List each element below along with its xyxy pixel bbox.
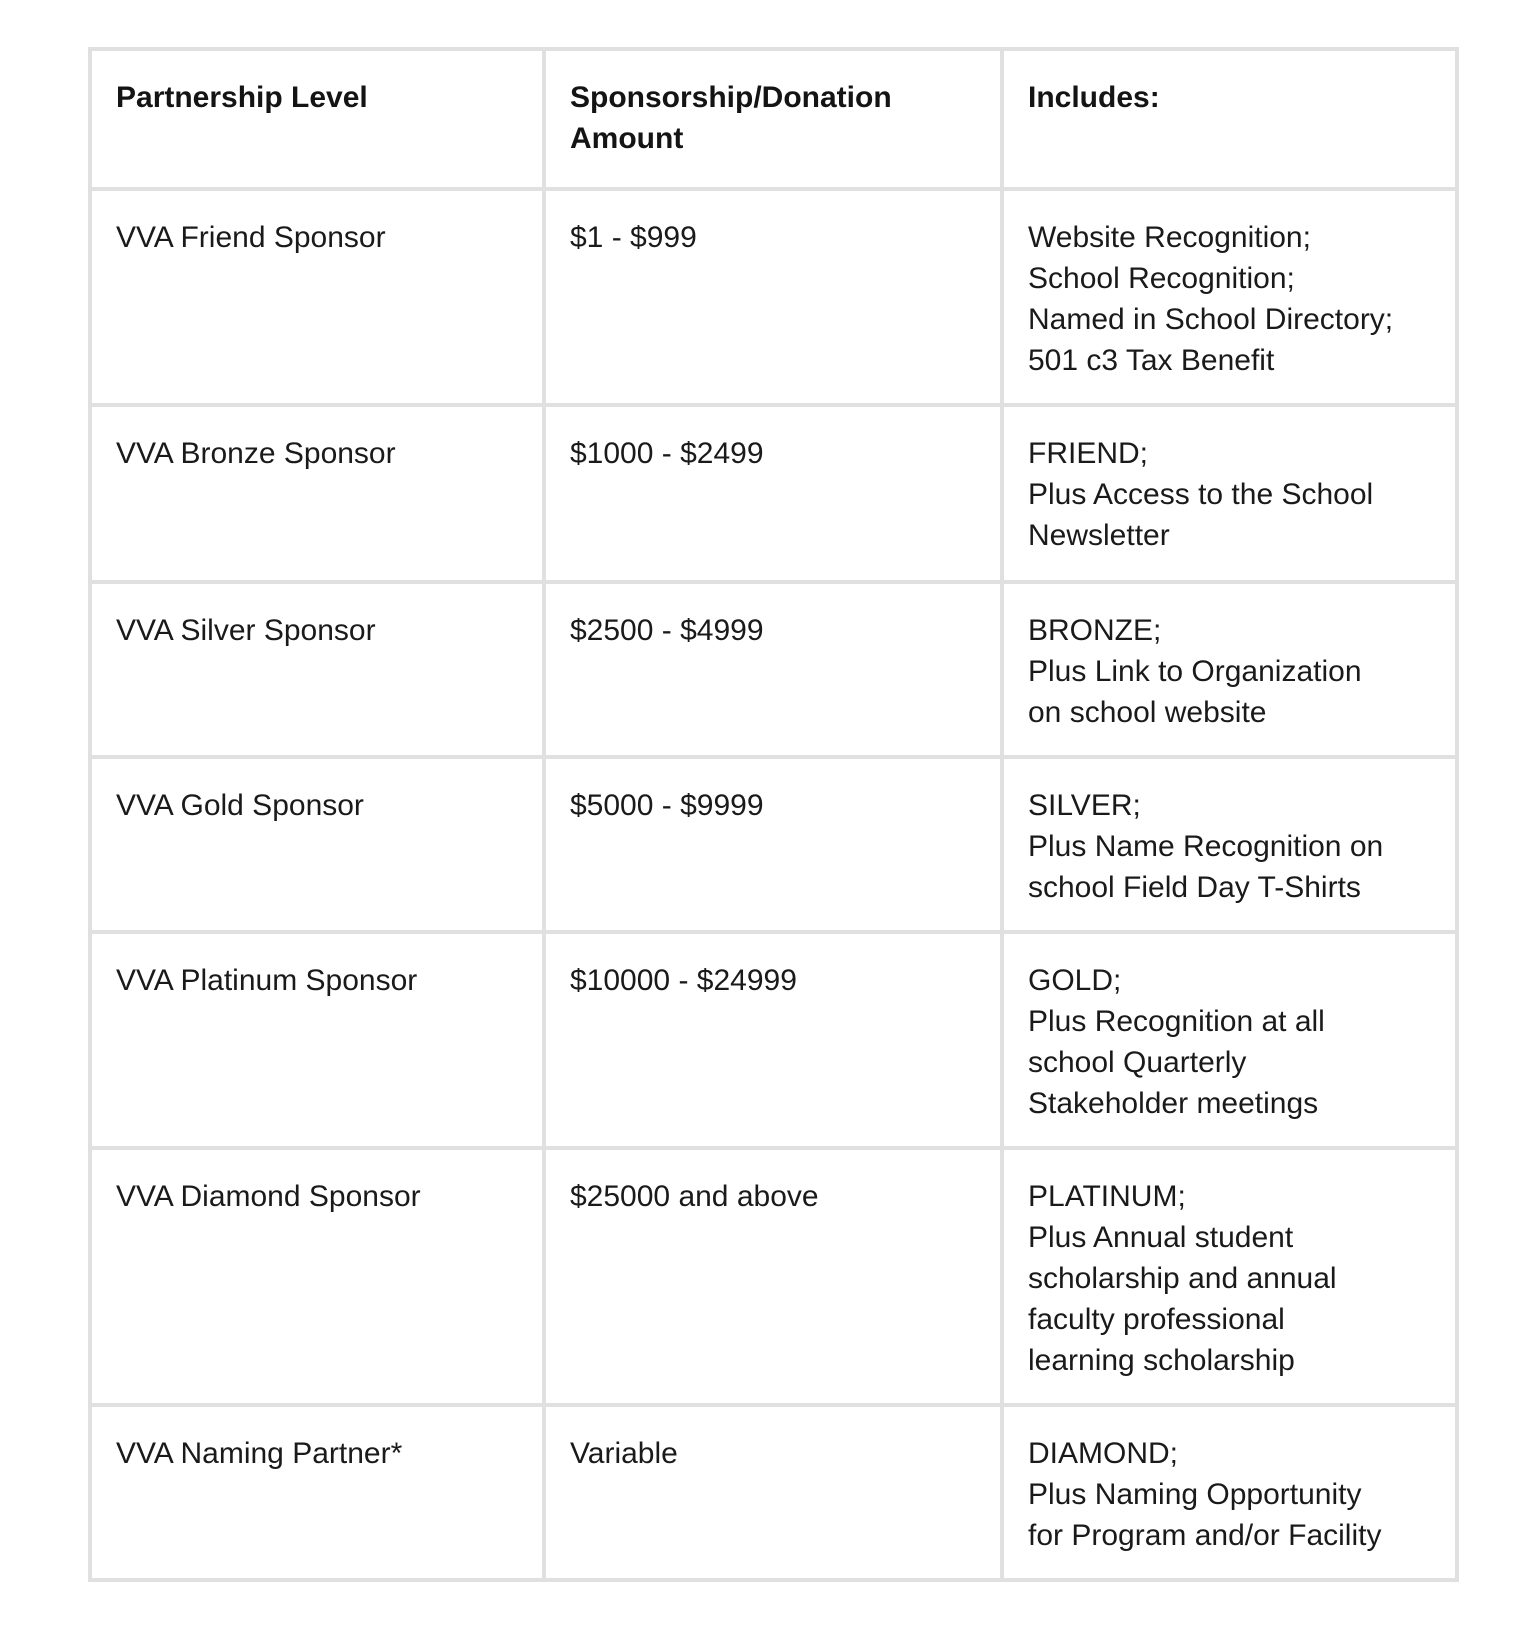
- cell-includes: [1002, 932, 1457, 1148]
- cell-donation-amount: $2500 - $4999: [544, 582, 1002, 757]
- table-row: [90, 1405, 1457, 1580]
- includes-line: DIAMOND;: [1028, 1437, 1178, 1470]
- cell-includes: [1002, 582, 1457, 757]
- header-includes: Includes:: [1002, 49, 1457, 189]
- includes-line: school Field Day T-Shirts: [1028, 871, 1361, 904]
- includes-line: Plus Recognition at all: [1028, 1005, 1325, 1038]
- cell-includes: [1002, 189, 1457, 405]
- includes-line: SILVER;: [1028, 789, 1141, 822]
- includes-line: BRONZE;: [1028, 614, 1162, 647]
- includes-line: 501 c3 Tax Benefit: [1028, 344, 1275, 377]
- cell-partnership-level: VVA Friend Sponsor: [90, 189, 544, 405]
- cell-partnership-level: VVA Platinum Sponsor: [90, 932, 544, 1148]
- includes-line: Plus Access to the School: [1028, 478, 1374, 511]
- includes-line: on school website: [1028, 696, 1267, 729]
- cell-partnership-level: VVA Silver Sponsor: [90, 582, 544, 757]
- cell-donation-amount: $10000 - $24999: [544, 932, 1002, 1148]
- cell-includes: [1002, 1148, 1457, 1405]
- table-body: [90, 189, 1457, 1580]
- includes-line: school Quarterly: [1028, 1046, 1247, 1079]
- partnership-table-container: [88, 47, 1459, 1582]
- includes-line: learning scholarship: [1028, 1344, 1295, 1377]
- header-row: [90, 49, 1457, 189]
- table-row: [90, 189, 1457, 405]
- cell-partnership-level: VVA Diamond Sponsor: [90, 1148, 544, 1405]
- includes-line: Website Recognition;: [1028, 221, 1311, 254]
- table-row: [90, 582, 1457, 757]
- includes-line: School Recognition;: [1028, 262, 1295, 295]
- cell-partnership-level: VVA Naming Partner*: [90, 1405, 544, 1580]
- cell-partnership-level: VVA Gold Sponsor: [90, 757, 544, 932]
- table-row: [90, 405, 1457, 582]
- cell-includes: [1002, 757, 1457, 932]
- cell-donation-amount: $25000 and above: [544, 1148, 1002, 1405]
- cell-donation-amount: $5000 - $9999: [544, 757, 1002, 932]
- cell-donation-amount: Variable: [544, 1405, 1002, 1580]
- table-row: [90, 757, 1457, 932]
- partnership-levels-table: [88, 47, 1459, 1582]
- includes-line: Plus Annual student: [1028, 1221, 1294, 1254]
- cell-donation-amount: $1 - $999: [544, 189, 1002, 405]
- table-row: [90, 932, 1457, 1148]
- header-partnership-level: Partnership Level: [90, 49, 544, 189]
- includes-line: Plus Naming Opportunity: [1028, 1478, 1362, 1511]
- cell-includes: [1002, 1405, 1457, 1580]
- includes-line: GOLD;: [1028, 964, 1122, 997]
- includes-line: FRIEND;: [1028, 437, 1148, 470]
- cell-partnership-level: VVA Bronze Sponsor: [90, 405, 544, 582]
- includes-line: faculty professional: [1028, 1303, 1285, 1336]
- includes-line: for Program and/or Facility: [1028, 1519, 1382, 1552]
- table-row: [90, 1148, 1457, 1405]
- cell-includes: [1002, 405, 1457, 582]
- cell-donation-amount: $1000 - $2499: [544, 405, 1002, 582]
- includes-line: Named in School Directory;: [1028, 303, 1394, 336]
- includes-line: PLATINUM;: [1028, 1180, 1186, 1213]
- includes-line: Newsletter: [1028, 519, 1170, 552]
- includes-line: Stakeholder meetings: [1028, 1087, 1319, 1120]
- includes-line: Plus Name Recognition on: [1028, 830, 1384, 863]
- includes-line: Plus Link to Organization: [1028, 655, 1362, 688]
- includes-line: scholarship and annual: [1028, 1262, 1337, 1295]
- header-sponsorship-donation-amount: Sponsorship/Donation Amount: [544, 49, 1002, 189]
